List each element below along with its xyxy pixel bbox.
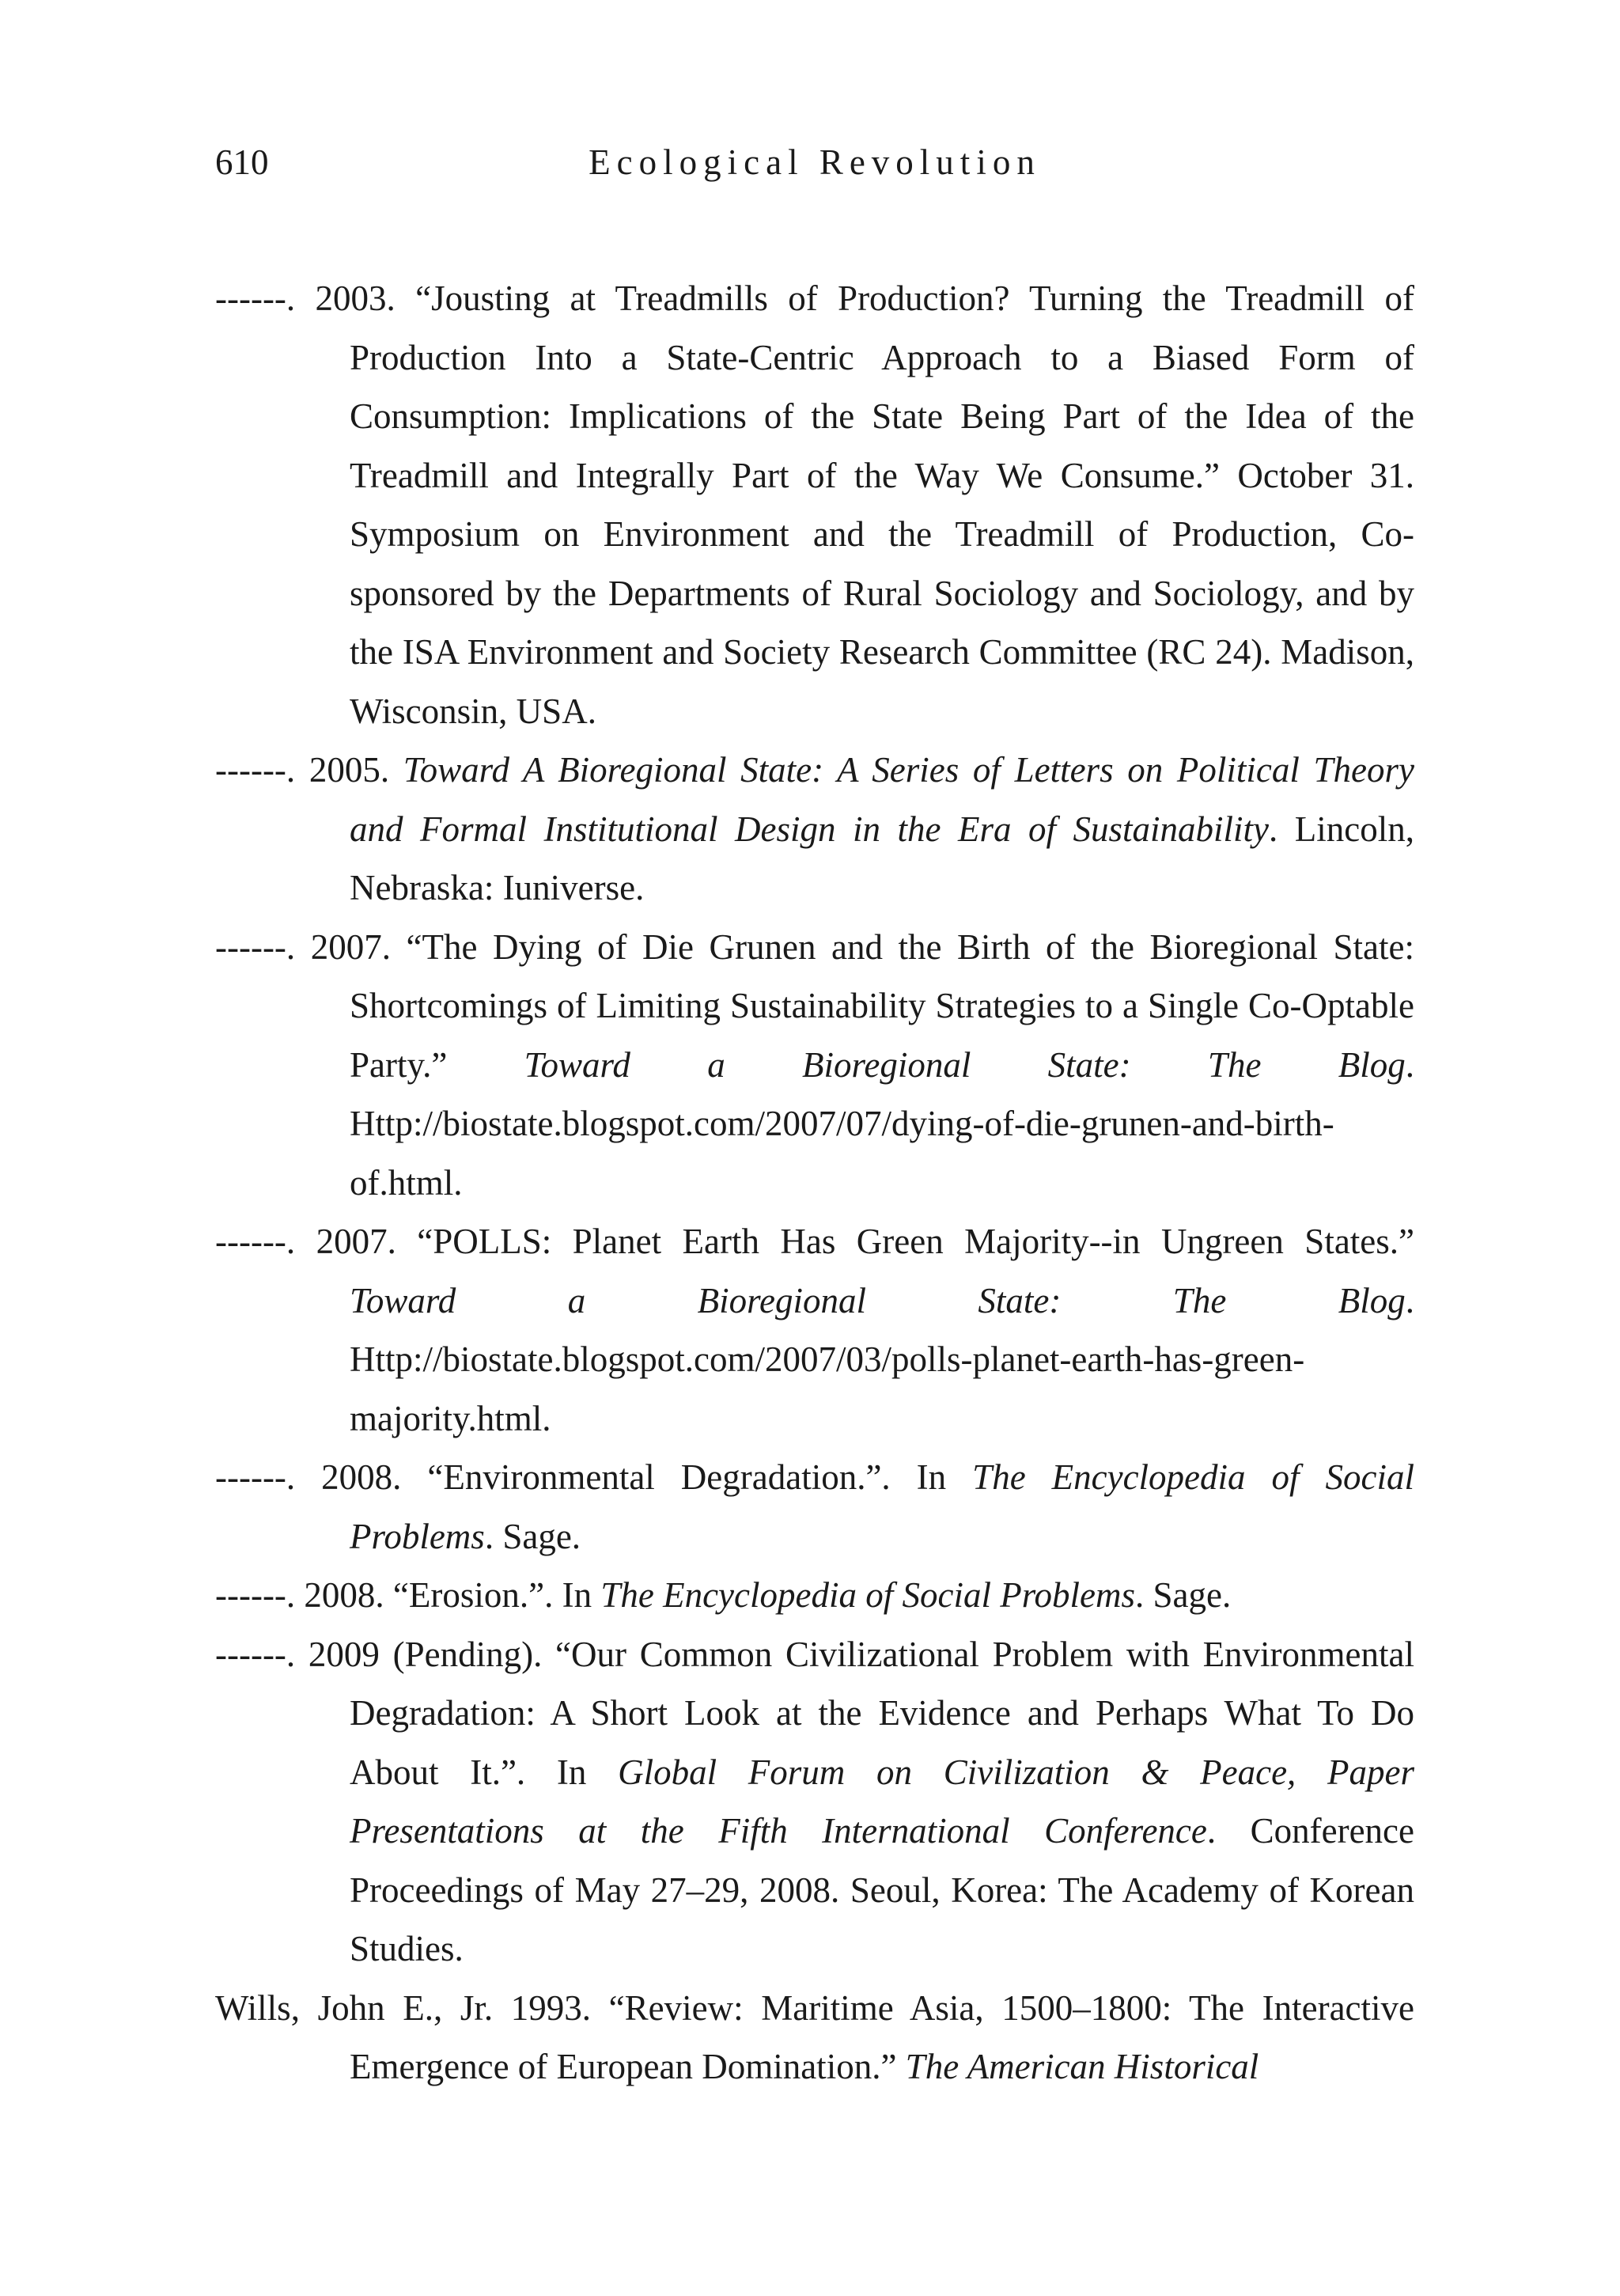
reference-author: ------. (215, 1634, 296, 1674)
reference-text: “POLLS: Planet Earth Has Green Majority--in Ungreen States.” (396, 1222, 1414, 1261)
reference-entry (215, 1625, 1414, 1979)
reference-year: 2003. (295, 278, 396, 318)
reference-year: 2008. (295, 1457, 402, 1497)
reference-title: Global Forum on Civilization & Peace, Paper Presentations at the Fifth International Conference (350, 1752, 1414, 1851)
reference-entry (215, 1448, 1414, 1566)
reference-entry (215, 1212, 1414, 1448)
reference-text: “Jousting at Treadmills of Production? Turning the Treadmill of Production Into a State-Centric Approach to a Biased Form of Consumption: Implications of the State Being Part of the Idea of the Treadmill and Integrally Part of the Way We Consume.” October 31. Symposium on Environment and the Treadmill of Production, Co-sponsored by the Departments of Rural Sociology and Sociology, and by the ISA Environment and Society Research Committee (RC 24). Madison, Wisconsin, USA. (350, 278, 1414, 731)
reference-author: ------. (215, 750, 296, 790)
reference-entry (215, 1979, 1414, 2097)
reference-author: ------. (215, 1222, 296, 1261)
reference-url: . Http://biostate.blogspot.com/2007/07/dying-of-die-grunen-and-birth-of.html. (350, 1044, 1414, 1203)
reference-publisher: . Sage. (484, 1516, 581, 1556)
reference-text: “Erosion.”. In (384, 1575, 592, 1615)
reference-title: Toward A Bioregional State: A Series of Letters on Political Theory and Formal Institutional Design in the Era of Sustainability (350, 750, 1415, 849)
reference-title: The Encyclopedia of Social Problems (350, 1457, 1414, 1556)
reference-title: Toward a Bioregional State: The Blog (350, 1280, 1406, 1320)
reference-year: 1993. (493, 1987, 592, 2028)
reference-list (215, 269, 1414, 2097)
reference-text: “Environmental Degradation.”. In (401, 1457, 947, 1497)
reference-title: The American Historical (896, 2047, 1259, 2086)
reference-author: Wills, John E., Jr. (215, 1987, 494, 2028)
reference-entry (215, 741, 1414, 918)
reference-year: 2007. (295, 926, 391, 967)
page-number: 610 (215, 142, 269, 182)
reference-text: “The Dying of Die Grunen and the Birth of the Bioregional State: Shortcomings of Limiting Sustainability Strategies to a Single Co-Optable Party.” (350, 926, 1414, 1085)
reference-author: ------. (215, 278, 296, 318)
reference-title: Toward a Bioregional State: The Blog (447, 1044, 1406, 1085)
reference-entry (215, 1566, 1414, 1625)
reference-year: 2008. (295, 1575, 384, 1615)
reference-year: 2009 (Pending). (295, 1634, 543, 1674)
reference-publisher: . Sage. (1135, 1575, 1232, 1615)
reference-author: ------. (215, 1457, 296, 1497)
reference-entry (215, 918, 1414, 1213)
reference-text: “Our Common Civilizational Problem with Environmental Degradation: A Short Look at the Evidence and Perhaps What To Do About It.”. In (350, 1634, 1414, 1792)
reference-author: ------. (215, 926, 296, 967)
reference-publisher: . Lincoln, Nebraska: Iuniverse. (350, 809, 1415, 907)
reference-year: 2007. (295, 1222, 396, 1261)
reference-year: 2005. (295, 750, 390, 790)
reference-text: “Review: Maritime Asia, 1500–1800: The Interactive Emergence of European Domination.” (350, 1987, 1414, 2086)
page-header (215, 135, 1414, 190)
reference-url: . Http://biostate.blogspot.com/2007/03/polls-planet-earth-has-green-majority.html. (350, 1280, 1414, 1438)
reference-entry (215, 269, 1414, 741)
reference-title: The Encyclopedia of Social Problems (592, 1575, 1136, 1615)
reference-author: ------. (215, 1575, 296, 1615)
reference-publisher: . Conference Proceedings of May 27–29, 2008. Seoul, Korea: The Academy of Korean Studies. (350, 1811, 1414, 1968)
running-title: Ecological Revolution (589, 142, 1041, 182)
